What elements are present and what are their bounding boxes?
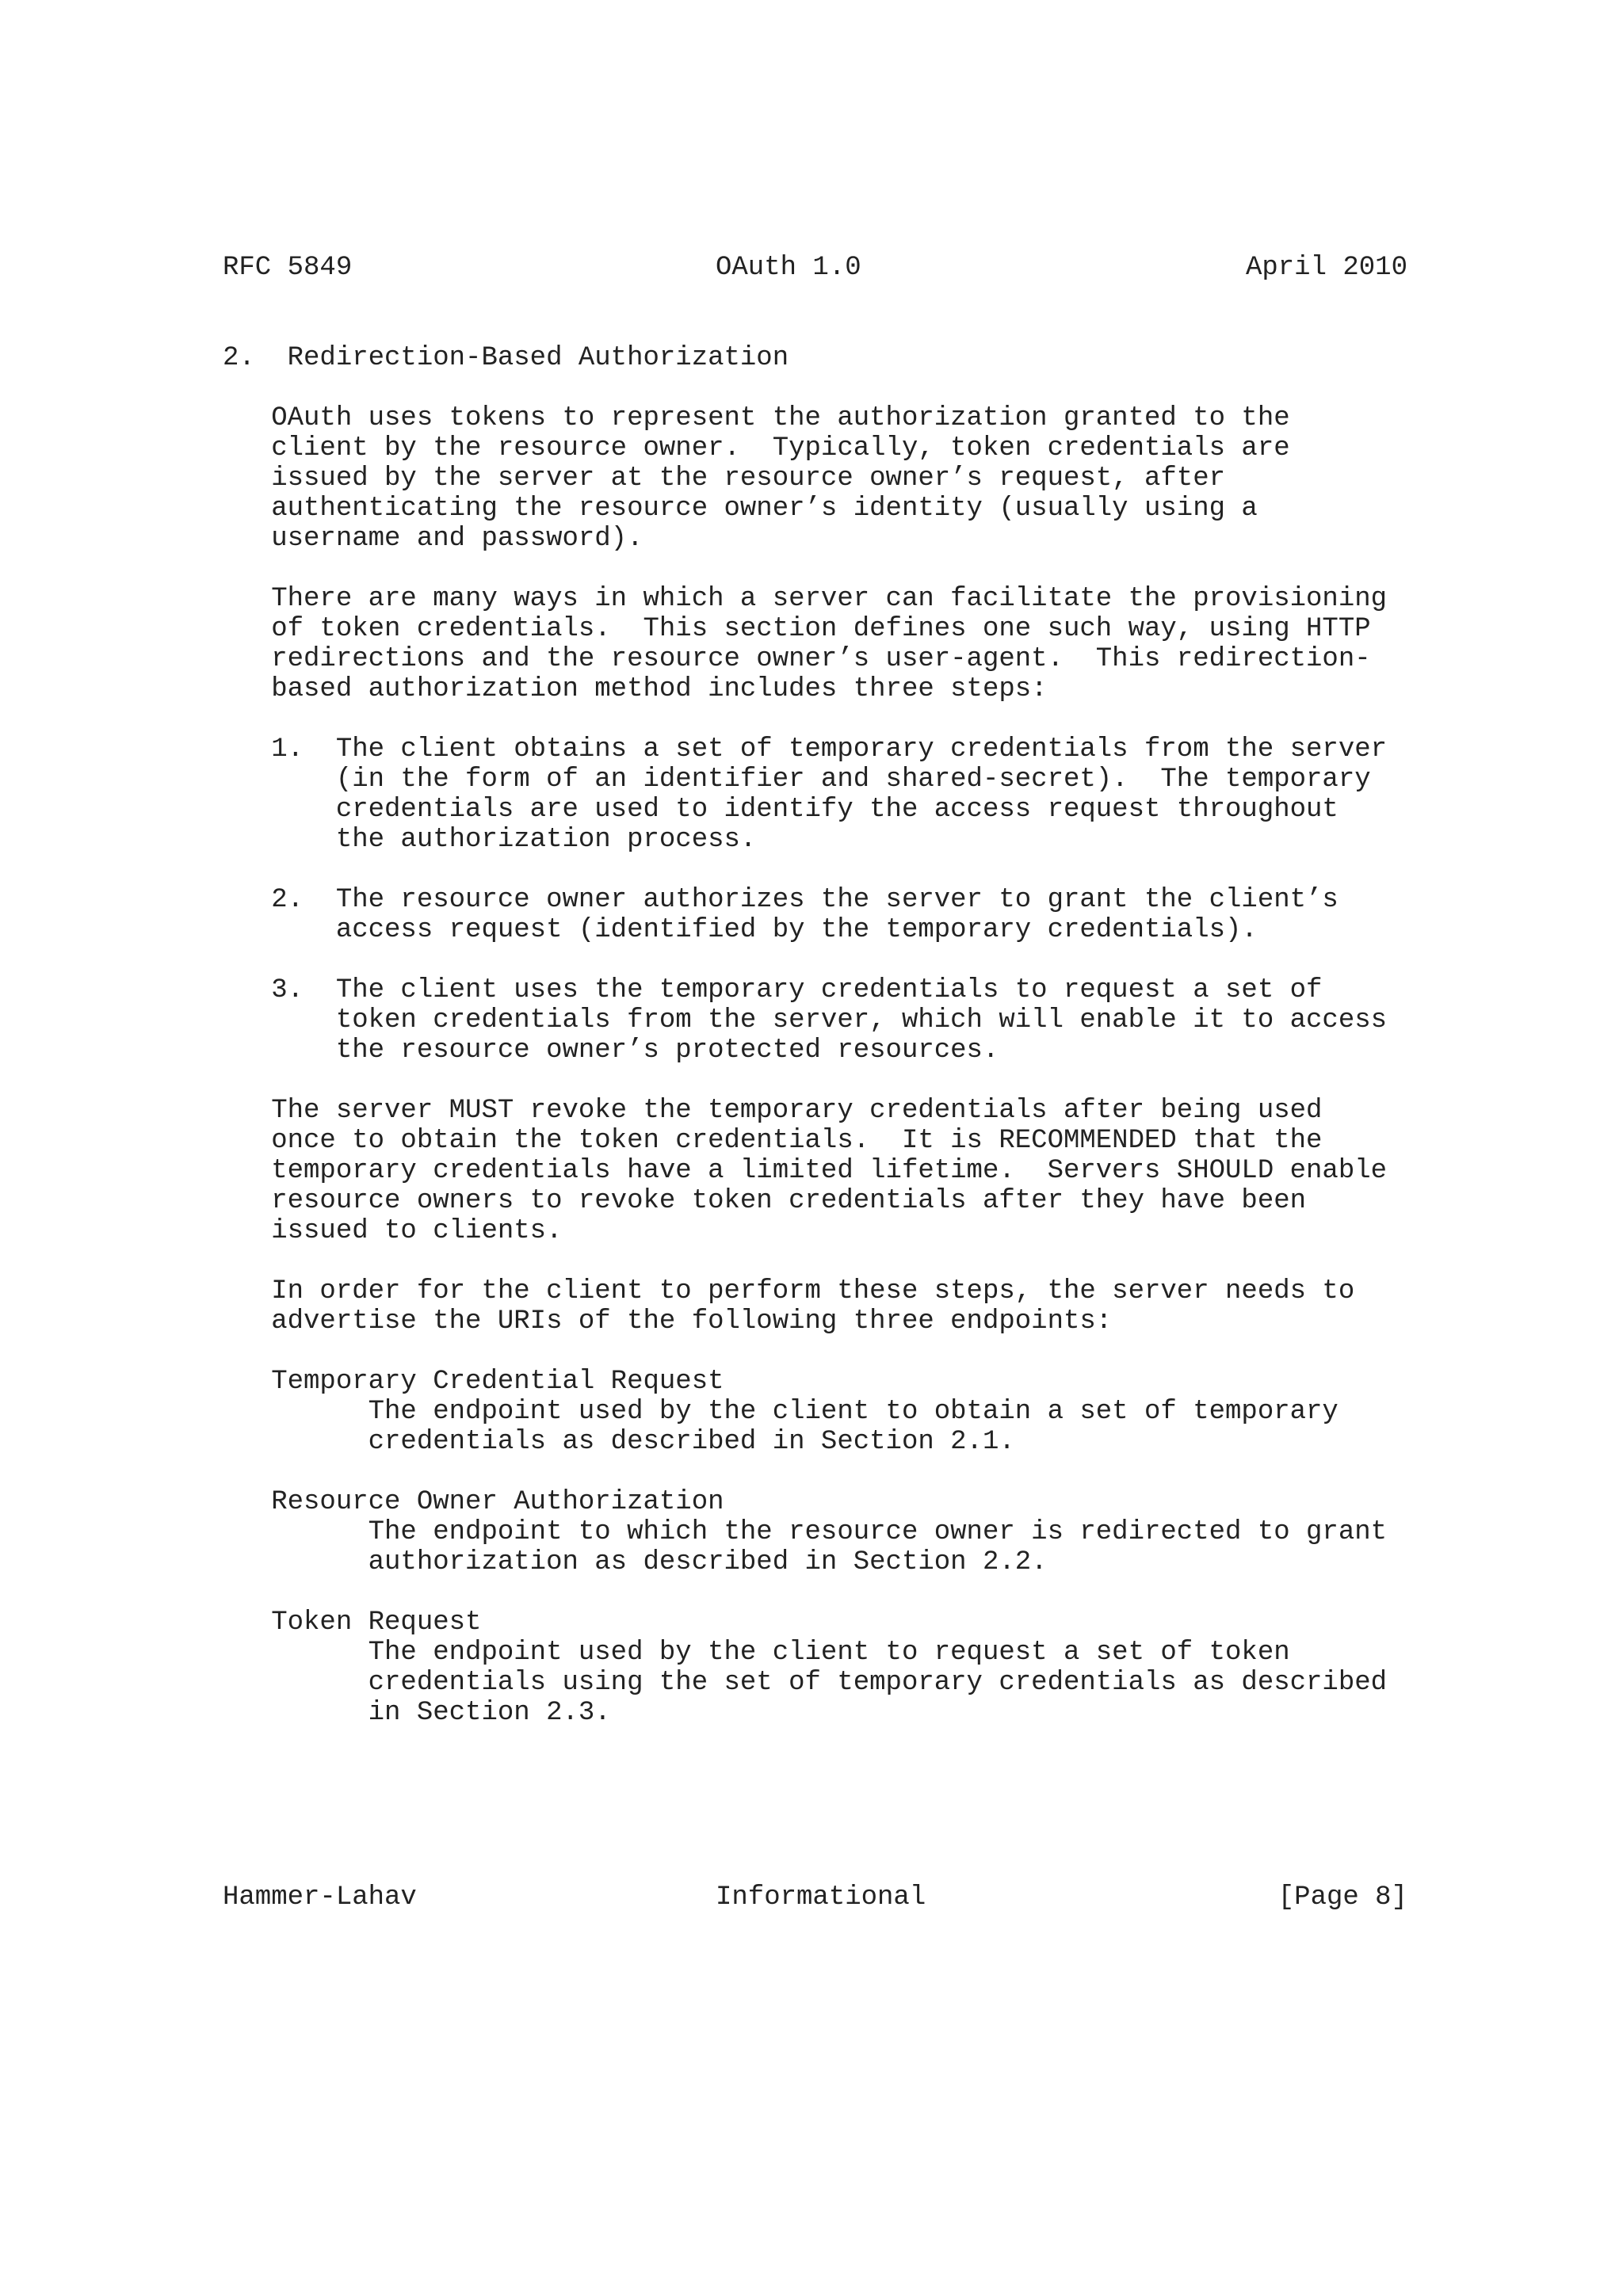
paragraph-line: of token credentials. This section defines one such way, using HTTP bbox=[223, 614, 1371, 644]
list-item-line: 2. The resource owner authorizes the server to grant the client’s bbox=[223, 885, 1338, 915]
list-item-line: the authorization process. bbox=[223, 825, 757, 855]
paragraph-line: temporary credentials have a limited lifetime. Servers SHOULD enable bbox=[223, 1156, 1388, 1186]
paragraph-line: OAuth uses tokens to represent the authorization granted to the bbox=[223, 403, 1290, 433]
paragraph-line: authenticating the resource owner’s identity (usually using a bbox=[223, 494, 1258, 524]
definition-line: authorization as described in Section 2.2. bbox=[223, 1547, 1048, 1577]
definition-term: Temporary Credential Request bbox=[223, 1367, 724, 1397]
paragraph-line: client by the resource owner. Typically, token credentials are bbox=[223, 433, 1290, 463]
paragraph-line: once to obtain the token credentials. It is RECOMMENDED that the bbox=[223, 1126, 1323, 1156]
list-item-line: credentials are used to identify the access request throughout bbox=[223, 795, 1338, 825]
footer-author: Hammer-Lahav bbox=[223, 1882, 417, 1913]
definition-line: The endpoint used by the client to obtain a set of temporary bbox=[223, 1397, 1338, 1427]
definition-line: The endpoint used by the client to request a set of token bbox=[223, 1638, 1290, 1668]
paragraph-line: In order for the client to perform these steps, the server needs to bbox=[223, 1276, 1355, 1306]
list-item-line: access request (identified by the temporary credentials). bbox=[223, 915, 1258, 945]
header-date: April 2010 bbox=[1245, 253, 1407, 283]
definition-term: Token Request bbox=[223, 1608, 482, 1638]
list-item-line: 1. The client obtains a set of temporary credentials from the server bbox=[223, 734, 1388, 765]
header-rfc-number: RFC 5849 bbox=[223, 253, 353, 283]
paragraph-line: redirections and the resource owner’s user-agent. This redirection- bbox=[223, 644, 1371, 674]
header-title: OAuth 1.0 bbox=[716, 253, 861, 283]
footer-category: Informational bbox=[716, 1882, 926, 1913]
definition-line: in Section 2.3. bbox=[223, 1698, 611, 1728]
paragraph-line: issued to clients. bbox=[223, 1216, 563, 1246]
definition-line: The endpoint to which the resource owner is redirected to grant bbox=[223, 1517, 1388, 1547]
definition-line: credentials using the set of temporary credentials as described bbox=[223, 1668, 1388, 1698]
paragraph-line: There are many ways in which a server can facilitate the provisioning bbox=[223, 584, 1388, 614]
paragraph-line: issued by the server at the resource owner’s request, after bbox=[223, 463, 1226, 494]
list-item-line: 3. The client uses the temporary credentials to request a set of bbox=[223, 975, 1323, 1005]
list-item-line: the resource owner’s protected resources. bbox=[223, 1035, 999, 1066]
paragraph-line: based authorization method includes three steps: bbox=[223, 674, 1048, 704]
definition-term: Resource Owner Authorization bbox=[223, 1487, 724, 1517]
paragraph-line: resource owners to revoke token credentials after they have been bbox=[223, 1186, 1307, 1216]
footer-page-number: [Page 8] bbox=[1277, 1882, 1407, 1913]
list-item-line: token credentials from the server, which will enable it to access bbox=[223, 1005, 1388, 1035]
list-item-line: (in the form of an identifier and shared-secret). The temporary bbox=[223, 765, 1371, 795]
paragraph-line: advertise the URIs of the following three endpoints: bbox=[223, 1306, 1113, 1337]
section-heading: 2. Redirection-Based Authorization bbox=[223, 343, 789, 373]
paragraph-line: The server MUST revoke the temporary credentials after being used bbox=[223, 1096, 1323, 1126]
paragraph-line: username and password). bbox=[223, 524, 643, 554]
definition-line: credentials as described in Section 2.1. bbox=[223, 1427, 1015, 1457]
